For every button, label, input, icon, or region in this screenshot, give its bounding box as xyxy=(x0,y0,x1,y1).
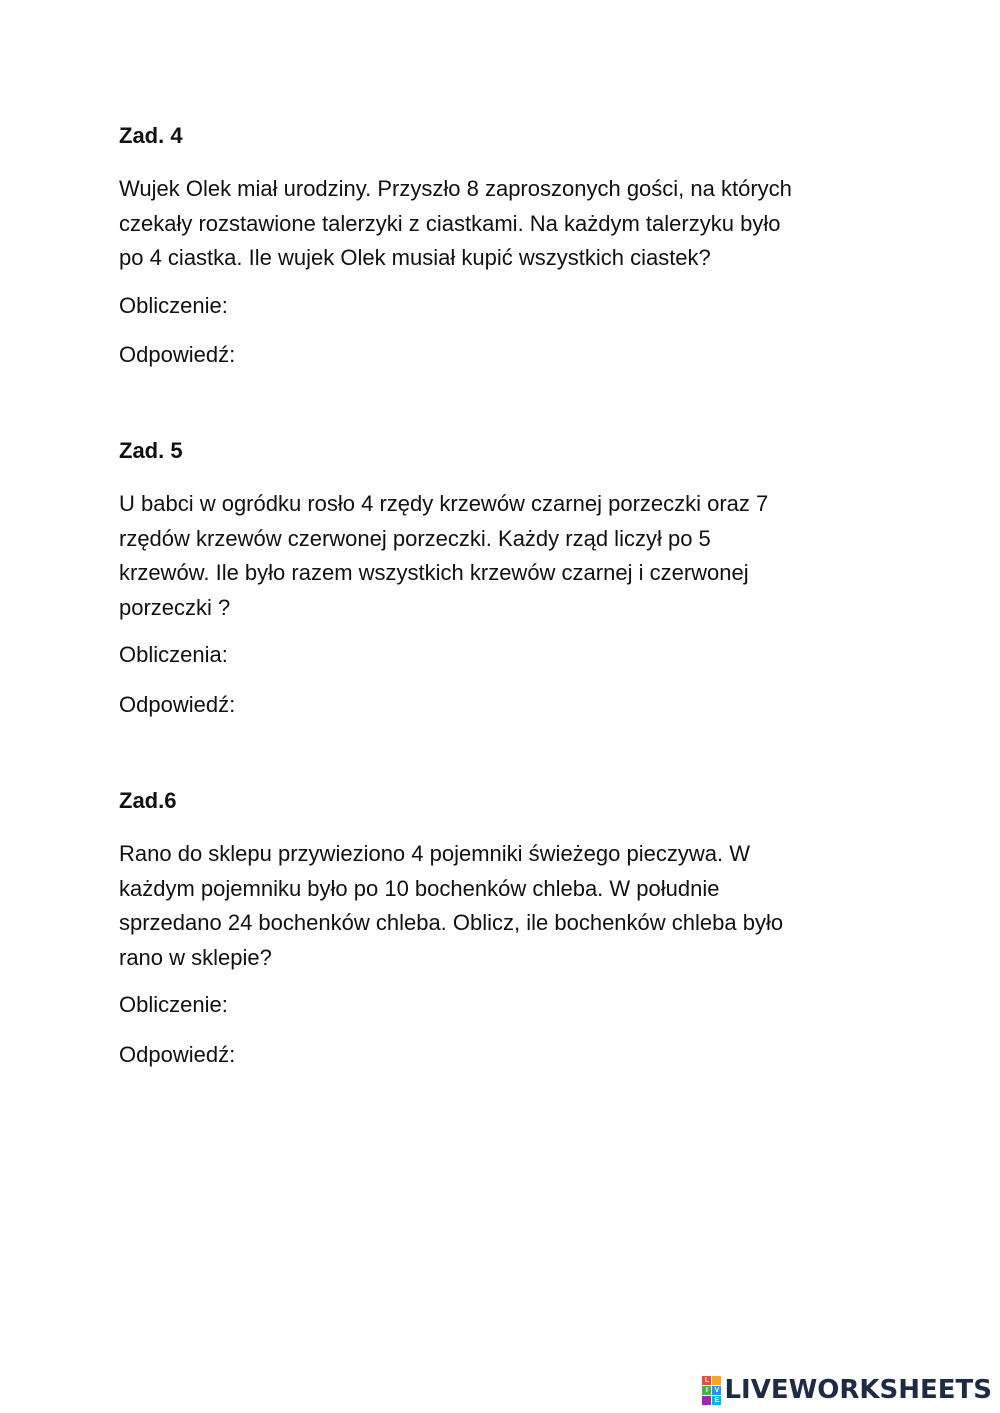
answer-label: Odpowiedź: xyxy=(119,1041,236,1067)
task-text xyxy=(119,172,879,276)
task-text-line: krzewów. Ile było razem wszystkich krzewów czarnej i czerwonej xyxy=(119,560,749,585)
task-text-line: Rano do sklepu przywieziono 4 pojemniki świeżego pieczywa. W xyxy=(119,841,750,866)
answer-label: Odpowiedź: xyxy=(119,691,236,717)
logo-mark-cell xyxy=(712,1376,721,1385)
task-text xyxy=(119,487,879,625)
task-text-line: rzędów krzewów czerwonej porzeczki. Każdy rząd liczył po 5 xyxy=(119,525,711,551)
task-title: Zad. 5 xyxy=(119,438,183,463)
logo-mark-cell: I xyxy=(702,1386,711,1395)
task-text-line: porzeczki ? xyxy=(119,594,231,620)
logo-mark-icon xyxy=(702,1376,721,1405)
logo-mark-cell xyxy=(702,1396,711,1405)
task-text-line: każdym pojemniku było po 10 bochenków chleba. W południe xyxy=(119,875,720,901)
calculation-label: Obliczenie: xyxy=(119,992,228,1017)
task-text-line: Wujek Olek miał urodziny. Przyszło 8 zaproszonych gości, na których xyxy=(119,176,792,201)
task-text-line: U babci w ogródku rosło 4 rzędy krzewów czarnej porzeczki oraz 7 xyxy=(119,491,769,516)
task-text-line: czekały rozstawione talerzyki z ciastkami. Na każdym talerzyku było xyxy=(119,210,781,236)
task-4 xyxy=(119,122,879,388)
task-text-line: rano w sklepie? xyxy=(119,944,272,970)
task-title: Zad. 4 xyxy=(119,123,183,148)
logo-mark-cell: V xyxy=(712,1386,721,1395)
logo-text: LIVEWORKSHEETS xyxy=(724,1375,992,1405)
task-5 xyxy=(119,437,879,737)
logo-mark-cell: L xyxy=(702,1376,711,1385)
calculation-label: Obliczenie: xyxy=(119,292,228,318)
task-title: Zad.6 xyxy=(119,788,177,813)
answer-label: Odpowiedź: xyxy=(119,342,236,367)
task-6 xyxy=(119,787,879,1087)
liveworksheets-logo xyxy=(702,1373,992,1407)
task-text-line: sprzedano 24 bochenków chleba. Oblicz, ile bochenków chleba było xyxy=(119,910,784,935)
task-text xyxy=(119,837,879,975)
logo-mark-cell: E xyxy=(712,1396,721,1405)
task-text-line: po 4 ciastka. Ile wujek Olek musiał kupić wszystkich ciastek? xyxy=(119,245,711,270)
calculation-label: Obliczenia: xyxy=(119,642,228,667)
